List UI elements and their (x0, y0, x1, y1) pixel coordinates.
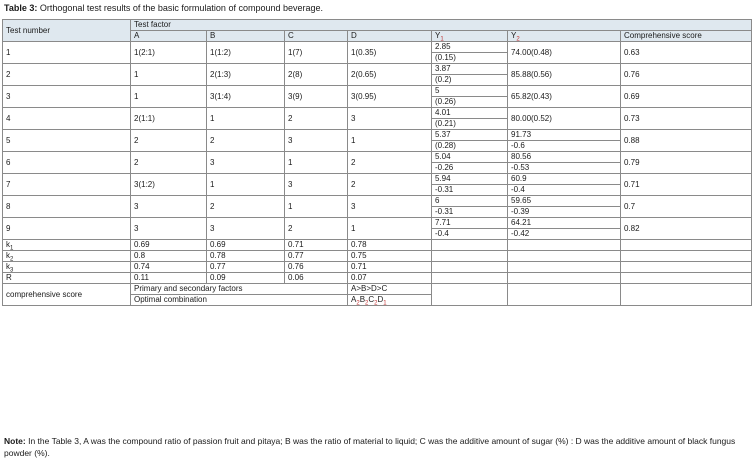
note-label: Note: (4, 436, 26, 446)
score-cell: 0.73 (621, 108, 752, 130)
y2-value-cell: 60.9 (508, 174, 621, 185)
header-d: D (348, 31, 432, 42)
primary-factors-label: Primary and secondary factors (131, 284, 348, 295)
k-label-cell: $k_3$ (3, 262, 131, 273)
k-row (3, 273, 752, 284)
y2-sub-value-cell: -0.53 (508, 163, 621, 174)
empty-cell (621, 273, 752, 284)
score-cell: 0.71 (621, 174, 752, 196)
table-row (3, 130, 752, 141)
factor-b-cell: 3 (207, 218, 285, 240)
y2-value-cell: 91.73 (508, 130, 621, 141)
table-row (3, 42, 752, 53)
factor-a-cell: 3 (131, 218, 207, 240)
score-cell: 0.79 (621, 152, 752, 174)
empty-cell (508, 284, 621, 306)
k-a-cell: 0.8 (131, 251, 207, 262)
summary-row (3, 284, 752, 295)
header-c: C (285, 31, 348, 42)
factor-a-cell: 3 (131, 196, 207, 218)
note-text: In the Table 3, A was the compound ratio of passion fruit and pitaya; B was the ratio of material to liquid; C was the additive amount of sugar (%) : D was the additive amount of black fungus powder (%). (4, 436, 736, 458)
optimal-combination-label: Optimal combination (131, 295, 348, 306)
y2-value-cell: 64.21 (508, 218, 621, 229)
k-row (3, 251, 752, 262)
header-a: A (131, 31, 207, 42)
factor-b-cell: 3 (207, 152, 285, 174)
factor-c-cell: 3 (285, 130, 348, 152)
test-number-cell: 8 (3, 196, 131, 218)
factor-c-cell: 1 (285, 196, 348, 218)
empty-cell (508, 273, 621, 284)
header-b: B (207, 31, 285, 42)
factor-d-cell: 3 (348, 196, 432, 218)
y1-sub-value-cell: -0.26 (432, 163, 508, 174)
empty-cell (432, 251, 508, 262)
k-a-cell: 0.11 (131, 273, 207, 284)
summary-label-cell: comprehensive score (3, 284, 131, 306)
k-row (3, 240, 752, 251)
y1-value-cell: 4.01 (432, 108, 508, 119)
y2-sub-value-cell: -0.4 (508, 185, 621, 196)
factor-b-cell: 1 (207, 174, 285, 196)
k-row (3, 262, 752, 273)
header-y1: $Y_1$ (432, 31, 508, 42)
k-b-cell: 0.09 (207, 273, 285, 284)
y1-sub-value-cell: (0.21) (432, 119, 508, 130)
table-row (3, 218, 752, 229)
factor-d-cell: 1 (348, 218, 432, 240)
score-cell: 0.82 (621, 218, 752, 240)
factor-d-cell: 2 (348, 174, 432, 196)
k-c-cell: 0.77 (285, 251, 348, 262)
empty-cell (508, 262, 621, 273)
y2-sub-value-cell: -0.6 (508, 141, 621, 152)
y2-value-cell: 59.65 (508, 196, 621, 207)
y1-sub-value-cell: -0.31 (432, 185, 508, 196)
empty-cell (508, 240, 621, 251)
empty-cell (432, 262, 508, 273)
score-cell: 0.63 (621, 42, 752, 64)
k-b-cell: 0.78 (207, 251, 285, 262)
y2-sub-value-cell: -0.39 (508, 207, 621, 218)
factor-a-cell: 2 (131, 130, 207, 152)
empty-cell (621, 240, 752, 251)
y2-value-cell: 80.00(0.52) (508, 108, 621, 130)
factor-d-cell: 2(0.65) (348, 64, 432, 86)
factor-c-cell: 1 (285, 152, 348, 174)
empty-cell (508, 251, 621, 262)
y1-value-cell: 5.04 (432, 152, 508, 163)
y1-sub-value-cell: (0.26) (432, 97, 508, 108)
y1-sub-value-cell: (0.28) (432, 141, 508, 152)
k-d-cell: 0.75 (348, 251, 432, 262)
y2-value-cell: 85.88(0.56) (508, 64, 621, 86)
caption-label: Table 3: (4, 3, 38, 13)
factor-b-cell: 1 (207, 108, 285, 130)
y1-value-cell: 6 (432, 196, 508, 207)
primary-factors-value: A>B>D>C (348, 284, 432, 295)
header-score: Comprehensive score (621, 31, 752, 42)
factor-d-cell: 1(0.35) (348, 42, 432, 64)
test-number-cell: 2 (3, 64, 131, 86)
table-caption (4, 3, 323, 13)
y1-value-cell: 5 (432, 86, 508, 97)
y1-value-cell: 5.37 (432, 130, 508, 141)
empty-cell (621, 284, 752, 306)
factor-d-cell: 3(0.95) (348, 86, 432, 108)
table-note (4, 435, 748, 459)
y1-value-cell: 3.87 (432, 64, 508, 75)
caption-text: Orthogonal test results of the basic formulation of compound beverage. (37, 3, 324, 13)
factor-c-cell: 2 (285, 218, 348, 240)
empty-cell (432, 273, 508, 284)
empty-cell (432, 284, 508, 306)
y1-sub-value-cell: (0.15) (432, 53, 508, 64)
k-label-cell: $k_2$ (3, 251, 131, 262)
table-row (3, 152, 752, 163)
k-d-cell: 0.07 (348, 273, 432, 284)
factor-c-cell: 2 (285, 108, 348, 130)
y2-value-cell: 80.56 (508, 152, 621, 163)
k-label-cell: $k_1$ (3, 240, 131, 251)
factor-b-cell: 2 (207, 196, 285, 218)
test-number-cell: 4 (3, 108, 131, 130)
test-number-cell: 1 (3, 42, 131, 64)
y1-value-cell: 7.71 (432, 218, 508, 229)
factor-d-cell: 3 (348, 108, 432, 130)
y1-value-cell: 5.94 (432, 174, 508, 185)
empty-cell (621, 262, 752, 273)
table-row (3, 86, 752, 97)
factor-a-cell: 2(1:1) (131, 108, 207, 130)
factor-a-cell: 1(2:1) (131, 42, 207, 64)
results-table (2, 19, 752, 306)
k-b-cell: 0.69 (207, 240, 285, 251)
table-row (3, 108, 752, 119)
k-d-cell: 0.71 (348, 262, 432, 273)
factor-c-cell: 3(9) (285, 86, 348, 108)
k-d-cell: 0.78 (348, 240, 432, 251)
factor-a-cell: 2 (131, 152, 207, 174)
test-number-cell: 5 (3, 130, 131, 152)
k-b-cell: 0.77 (207, 262, 285, 273)
empty-cell (432, 240, 508, 251)
factor-b-cell: 2 (207, 130, 285, 152)
factor-d-cell: 1 (348, 130, 432, 152)
factor-c-cell: 3 (285, 174, 348, 196)
k-c-cell: 0.71 (285, 240, 348, 251)
k-a-cell: 0.69 (131, 240, 207, 251)
k-a-cell: 0.74 (131, 262, 207, 273)
table-row (3, 174, 752, 185)
y2-value-cell: 65.82(0.43) (508, 86, 621, 108)
header-y2: $Y_2$ (508, 31, 621, 42)
factor-d-cell: 2 (348, 152, 432, 174)
empty-cell (621, 251, 752, 262)
y1-sub-value-cell: -0.4 (432, 229, 508, 240)
factor-c-cell: 2(8) (285, 64, 348, 86)
optimal-combination-value: $A_2B_2C_2D_1$ (348, 295, 432, 306)
k-c-cell: 0.76 (285, 262, 348, 273)
score-cell: 0.69 (621, 86, 752, 108)
table-row (3, 196, 752, 207)
test-number-cell: 9 (3, 218, 131, 240)
score-cell: 0.76 (621, 64, 752, 86)
factor-b-cell: 2(1:3) (207, 64, 285, 86)
test-number-cell: 6 (3, 152, 131, 174)
y1-sub-value-cell: (0.2) (432, 75, 508, 86)
header-test-number: Test number (3, 20, 131, 42)
factor-b-cell: 1(1:2) (207, 42, 285, 64)
y2-sub-value-cell: -0.42 (508, 229, 621, 240)
test-number-cell: 7 (3, 174, 131, 196)
factor-c-cell: 1(7) (285, 42, 348, 64)
header-test-factor: Test factor (131, 20, 752, 31)
test-number-cell: 3 (3, 86, 131, 108)
y2-value-cell: 74.00(0.48) (508, 42, 621, 64)
k-c-cell: 0.06 (285, 273, 348, 284)
k-label-cell: R (3, 273, 131, 284)
factor-a-cell: 1 (131, 64, 207, 86)
y1-sub-value-cell: -0.31 (432, 207, 508, 218)
score-cell: 0.88 (621, 130, 752, 152)
factor-b-cell: 3(1:4) (207, 86, 285, 108)
factor-a-cell: 3(1:2) (131, 174, 207, 196)
factor-a-cell: 1 (131, 86, 207, 108)
y1-value-cell: 2.85 (432, 42, 508, 53)
score-cell: 0.7 (621, 196, 752, 218)
table-row (3, 64, 752, 75)
